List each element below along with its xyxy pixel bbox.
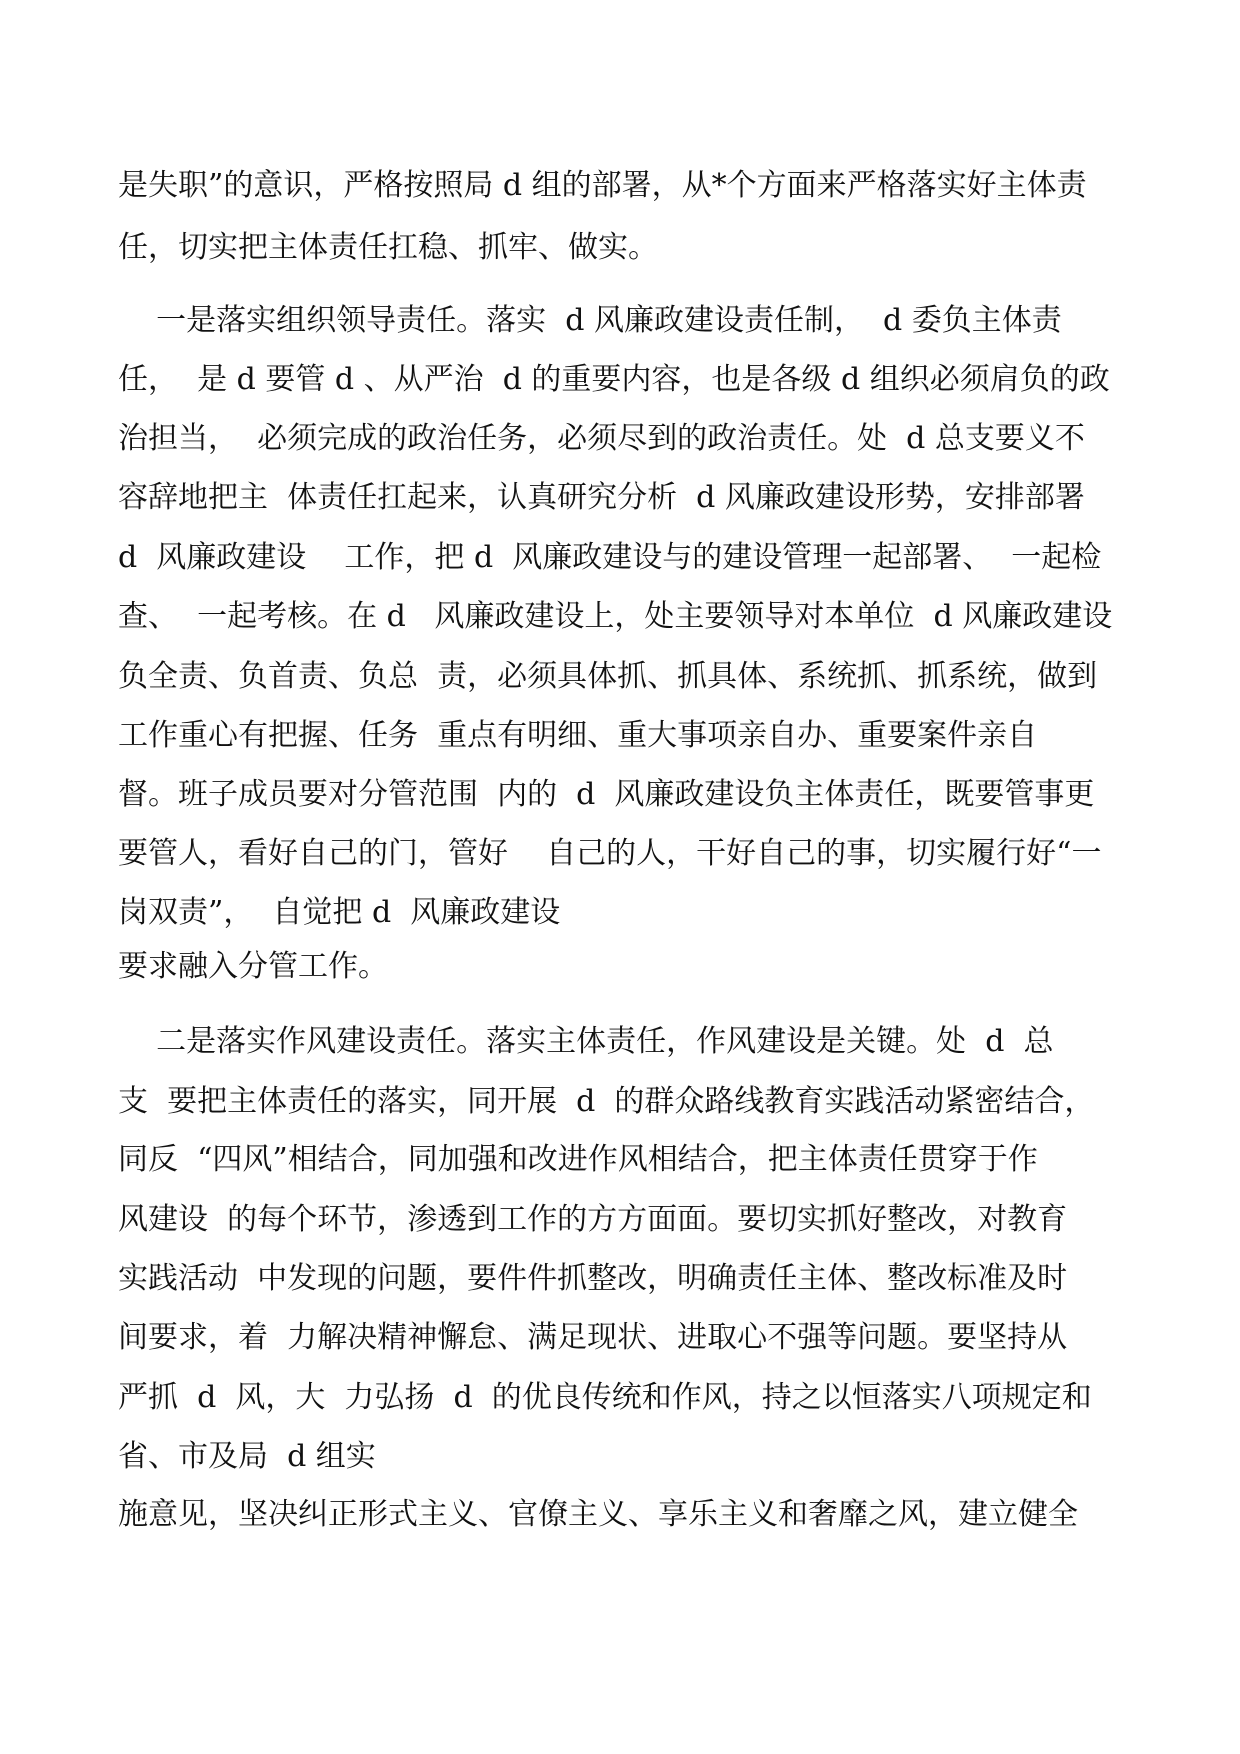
text-line-16: 支 要把主体责任的落实，同开展 d 的群众路线教育实践活动紧密结合， — [118, 1084, 1095, 1119]
text-line-3: 一是落实组织领导责任。落实 d 风廉政建设责任制， d 委负主体责 — [118, 303, 1062, 338]
text-line-22: 省、市及局 d 组实 — [118, 1439, 376, 1474]
text-line-4: 任， 是 d 要管 d 、从严治 d 的重要内容，也是各级 d 组织必须肩负的政 — [118, 362, 1110, 397]
text-line-7: d 风廉政建设 工作，把 d 风廉政建设与的建设管理一起部署、 一起检 — [118, 540, 1102, 575]
text-line-23: 施意见，坚决纠正形式主义、官僚主义、享乐主义和奢靡之风，建立健全 — [118, 1497, 1078, 1532]
text-line-20: 间要求，着 力解决精神懈怠、满足现状、进取心不强等问题。要坚持从 — [118, 1320, 1068, 1355]
text-line-11: 督。班子成员要对分管范围 内的 d 风廉政建设负主体责任，既要管事更 — [118, 777, 1095, 812]
text-line-12: 要管人，看好自己的门，管好 自己的人，干好自己的事，切实履行好“一 — [118, 836, 1102, 871]
text-line-5: 治担当， 必须完成的政治任务，必须尽到的政治责任。处 d 总支要义不 — [118, 421, 1085, 456]
text-line-2: 任，切实把主体责任扛稳、抓牢、做实。 — [118, 230, 658, 265]
text-line-17: 同反 “四风”相结合，同加强和改进作风相结合，把主体责任贯穿于作 — [118, 1142, 1038, 1177]
text-line-14: 要求融入分管工作。 — [118, 949, 388, 984]
text-line-1: 是失职”的意识，严格按照局 d 组的部署，从*个方面来严格落实好主体责 — [118, 168, 1087, 203]
text-line-15: 二是落实作风建设责任。落实主体责任，作风建设是关键。处 d 总 — [118, 1024, 1054, 1059]
text-line-9: 负全责、负首责、负总 责，必须具体抓、抓具体、系统抓、抓系统，做到 — [118, 659, 1098, 694]
text-line-18: 风建设 的每个环节，渗透到工作的方方面面。要切实抓好整改，对教育 — [118, 1202, 1068, 1237]
text-line-6: 容辞地把主 体责任扛起来，认真研究分析 d 风廉政建设形势，安排部署 — [118, 480, 1085, 515]
text-line-21: 严抓 d 风，大 力弘扬 d 的优良传统和作风，持之以恒落实八项规定和 — [118, 1380, 1092, 1415]
text-line-13: 岗双责”， 自觉把 d 风廉政建设 — [118, 895, 561, 930]
text-line-8: 查、 一起考核。在 d 风廉政建设上，处主要领导对本单位 d 风廉政建设 — [118, 599, 1113, 634]
text-line-10: 工作重心有把握、任务 重点有明细、重大事项亲自办、重要案件亲自 — [118, 718, 1038, 753]
text-line-19: 实践活动 中发现的问题，要件件抓整改，明确责任主体、整改标准及时 — [118, 1261, 1068, 1296]
